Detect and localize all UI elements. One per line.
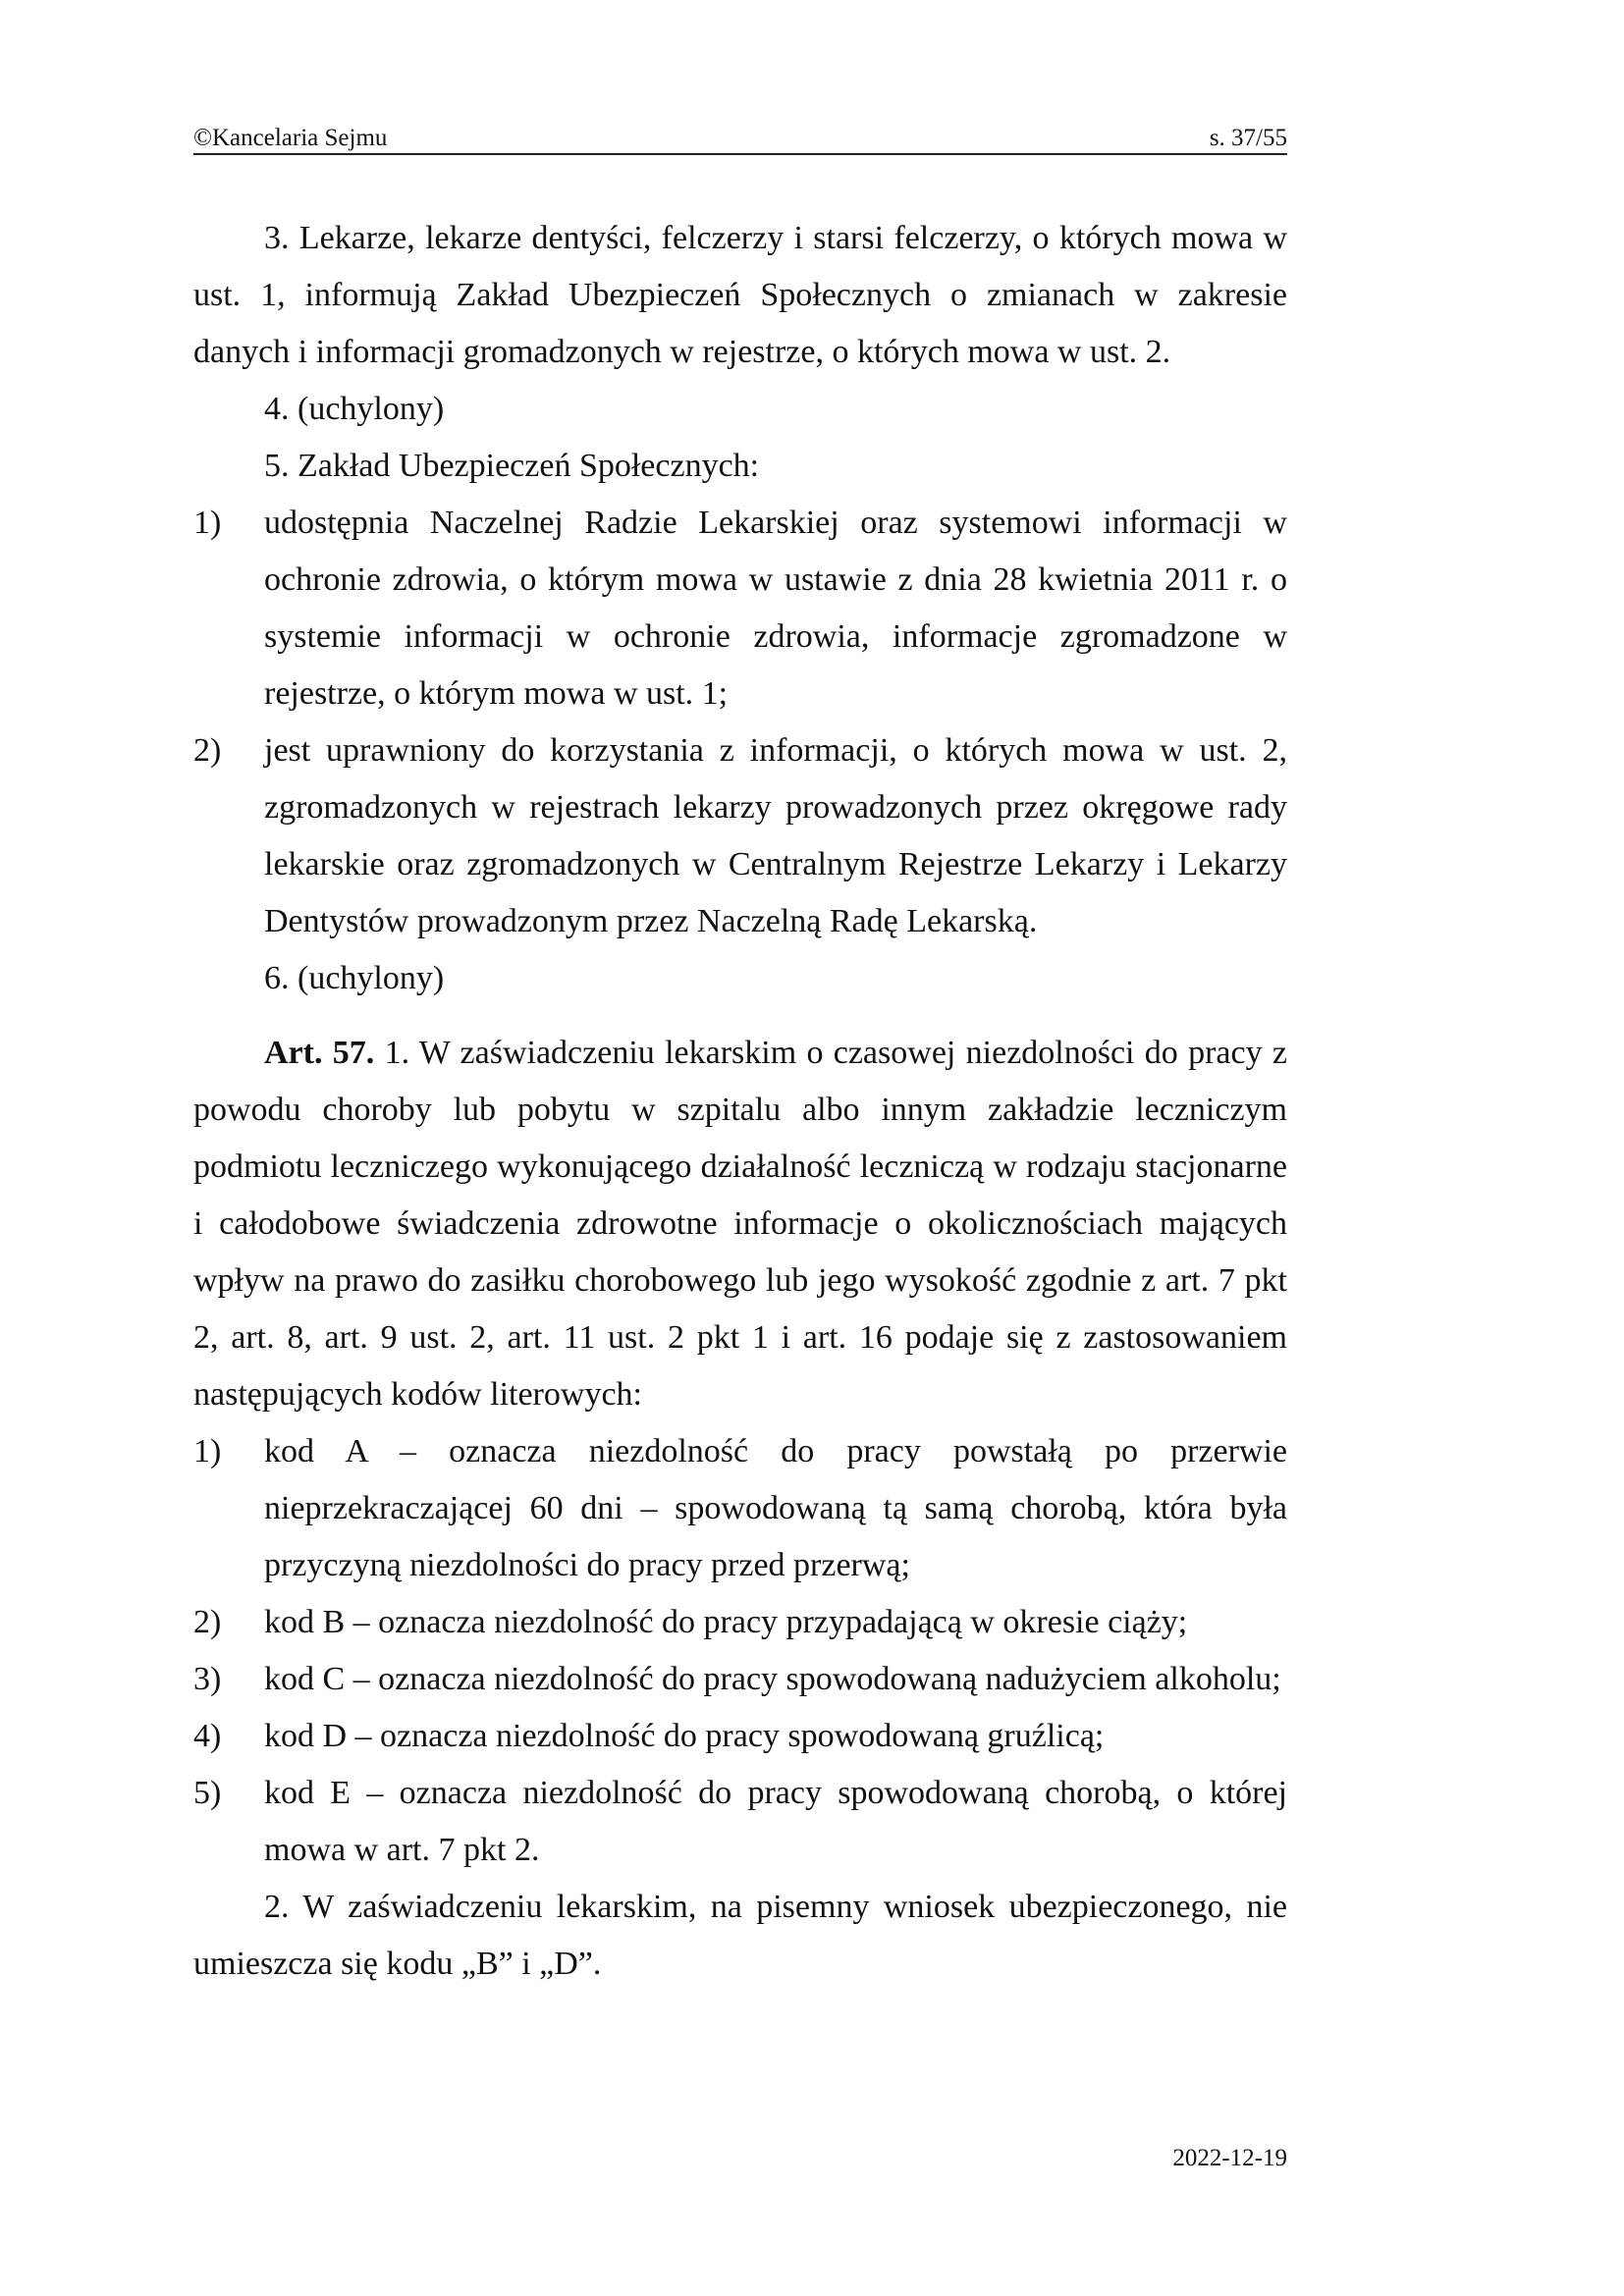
list-item-text: kod A – oznacza niezdolność do pracy powstałą po przerwie nieprzekraczającej 60 dni – spowodowaną tą samą chorobą, która była przyczyną niezdolności do pracy przed przerwą; (264, 1433, 1287, 1583)
list-item-text: kod B – oznacza niezdolność do pracy przypadającą w okresie ciąży; (264, 1604, 1188, 1640)
document-body (193, 210, 1287, 1993)
list-item-number: 5) (193, 1775, 222, 1811)
list-item-text: kod D – oznacza niezdolność do pracy spowodowaną gruźlicą; (264, 1718, 1105, 1754)
paragraph-5: 5. Zakład Ubezpieczeń Społecznych: (264, 448, 760, 484)
list-item (193, 495, 1287, 722)
list-item (193, 1651, 1287, 1708)
list-item-text: jest uprawniony do korzystania z informacji, o których mowa w ust. 2, zgromadzonych w rejestrach lekarzy prowadzonych przez okręgowe rady lekarskie oraz zgromadzonych w Centralnym Rejestrze Lekarzy i Lekarzy Dentystów prowadzonym przez Naczelną Radę Lekarską. (264, 732, 1287, 939)
publisher-label: ©Kancelaria Sejmu (193, 125, 388, 151)
list-item-number: 1) (193, 1433, 222, 1469)
list-item (193, 1423, 1287, 1594)
list-item-number: 4) (193, 1718, 222, 1754)
list-item-text: udostępnia Naczelnej Radzie Lekarskiej oraz systemowi informacji w ochronie zdrowia, o którym mowa w ustawie z dnia 28 kwietnia 2011 r. o systemie informacji w ochronie zdrowia, informacje zgromadzone w rejestrze, o którym mowa w ust. 1; (264, 505, 1287, 712)
paragraph-3: 3. Lekarze, lekarze dentyści, felczerzy i starsi felczerzy, o których mowa w ust. 1, informują Zakład Ubezpieczeń Społecznych o zmianach w zakresie danych i informacji gromadzonych w rejestrze, o których mowa w ust. 2. (193, 220, 1287, 370)
list-item-text: kod E – oznacza niezdolność do pracy spowodowaną chorobą, o której mowa w art. 7 pkt 2. (264, 1775, 1287, 1868)
paragraph-4: 4. (uchylony) (264, 391, 445, 427)
paragraph-6: 6. (uchylony) (264, 960, 445, 996)
list-item (193, 722, 1287, 950)
page-header (193, 124, 1287, 155)
article-57-paragraph-1-text: 1. W zaświadczeniu lekarskim o czasowej niezdolności do pracy z powodu choroby lub pobytu w szpitalu albo innym zakładzie leczniczym podmiotu leczniczego wykonującego działalność leczniczą w rodzaju stacjonarne i całodobowe świadczenia zdrowotne informacje o okolicznościach mających wpływ na prawo do zasiłku chorobowego lub jego wysokość zgodnie z art. 7 pkt 2, art. 8, art. 9 ust. 2, art. 11 ust. 2 pkt 1 i art. 16 podaje się z zastosowaniem następujących kodów literowych: (193, 1035, 1287, 1413)
list-item-number: 3) (193, 1661, 222, 1697)
article-spacer (193, 1007, 1287, 1025)
list-item (193, 1765, 1287, 1879)
list-item-number: 1) (193, 505, 222, 541)
list-item (193, 1708, 1287, 1765)
article-heading: Art. 57. (264, 1035, 375, 1071)
list-item-text: kod C – oznacza niezdolność do pracy spowodowaną nadużyciem alkoholu; (264, 1661, 1281, 1697)
list-item-number: 2) (193, 732, 222, 769)
footer-date: 2022-12-19 (1172, 2145, 1287, 2171)
article-57-paragraph-1 (193, 1025, 1287, 1423)
list-item (193, 1594, 1287, 1651)
page-number: s. 37/55 (1209, 125, 1287, 151)
article-57-paragraph-2: 2. W zaświadczeniu lekarskim, na pisemny wniosek ubezpieczonego, nie umieszcza się kodu „B” i „D”. (193, 1889, 1287, 1982)
list-item-number: 2) (193, 1604, 222, 1640)
